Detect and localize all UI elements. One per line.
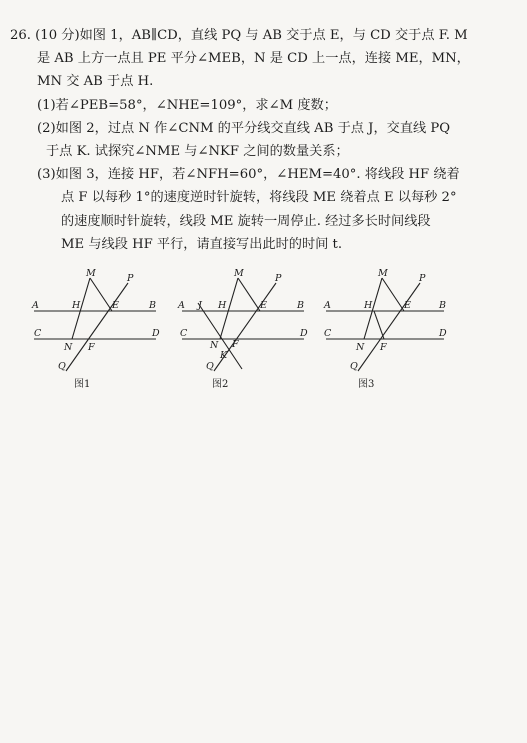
figure-3 <box>320 265 450 394</box>
part-2: (2)如图 2，过点 N 作∠CNM 的平分线交直线 AB 于点 J，交直线 PQ <box>37 120 451 136</box>
problem-line: 点 F 以每秒 1°的速度逆时针旋转，将线段 ME 绕着点 E 以每秒 2° <box>61 190 457 206</box>
label-m: M <box>234 268 244 279</box>
label-f: F <box>380 342 387 353</box>
figures-row <box>28 265 468 395</box>
label-a: A <box>324 300 331 311</box>
part-1: (1)若∠PEB=58°，∠NHE=109°，求∠M 度数； <box>37 97 337 113</box>
label-d: D <box>152 328 160 339</box>
label-a: A <box>32 300 39 311</box>
label-a: A <box>178 300 185 311</box>
label-n: N <box>356 342 365 353</box>
figure-caption: 图3 <box>358 379 375 390</box>
label-j: J <box>198 300 202 311</box>
label-q: Q <box>206 361 214 372</box>
label-m: M <box>86 268 96 279</box>
label-h: H <box>364 300 373 311</box>
label-e: E <box>260 300 267 311</box>
label-q: Q <box>58 361 66 372</box>
part-3: (3)如图 3，连接 HF，若∠NFH=60°，∠HEM=40°. 将线段 HF 绕着 <box>37 167 460 183</box>
label-p: P <box>127 273 134 284</box>
label-p: P <box>419 273 426 284</box>
segment-me <box>238 278 260 311</box>
problem-line: 26. (10 分)如图 1，AB∥CD，直线 PQ 与 AB 交于点 E，与 CD 交于点 F. M <box>10 28 468 43</box>
figure-1-diagram <box>28 265 158 390</box>
figure-caption: 图2 <box>212 379 229 390</box>
label-q: Q <box>350 361 358 372</box>
label-e: E <box>112 300 119 311</box>
label-b: B <box>149 300 156 311</box>
label-b: B <box>439 300 446 311</box>
label-p: P <box>275 273 282 284</box>
label-c: C <box>34 328 42 339</box>
figure-1 <box>28 265 158 394</box>
label-f: F <box>232 339 239 350</box>
label-k: K <box>220 350 228 361</box>
label-f: F <box>88 342 95 353</box>
label-d: D <box>439 328 447 339</box>
label-n: N <box>210 340 219 351</box>
problem-line: 的速度顺时针旋转，线段 ME 旋转一周停止. 经过多长时间线段 <box>61 213 431 229</box>
figure-3-diagram <box>320 265 450 390</box>
problem-line: 是 AB 上方一点且 PE 平分∠MEB，N 是 CD 上一点，连接 ME，MN， <box>37 51 470 67</box>
segment-me <box>382 278 404 311</box>
problem-line: 于点 K. 试探究∠NME 与∠NKF 之间的数量关系； <box>46 144 349 160</box>
label-d: D <box>300 328 308 339</box>
label-c: C <box>324 328 332 339</box>
figure-2 <box>176 265 308 394</box>
problem-line: ME 与线段 HF 平行，请直接写出此时的时间 t. <box>61 236 343 252</box>
label-e: E <box>404 300 411 311</box>
segment-hf <box>374 311 384 339</box>
label-b: B <box>297 300 304 311</box>
figure-2-diagram <box>176 265 308 390</box>
question-26 <box>10 24 515 256</box>
label-n: N <box>64 342 73 353</box>
label-h: H <box>218 300 227 311</box>
label-m: M <box>378 268 388 279</box>
problem-line: MN 交 AB 于点 H. <box>37 74 154 90</box>
segment-me <box>90 278 112 311</box>
label-h: H <box>72 300 81 311</box>
figure-caption: 图1 <box>74 379 91 390</box>
label-c: C <box>180 328 188 339</box>
